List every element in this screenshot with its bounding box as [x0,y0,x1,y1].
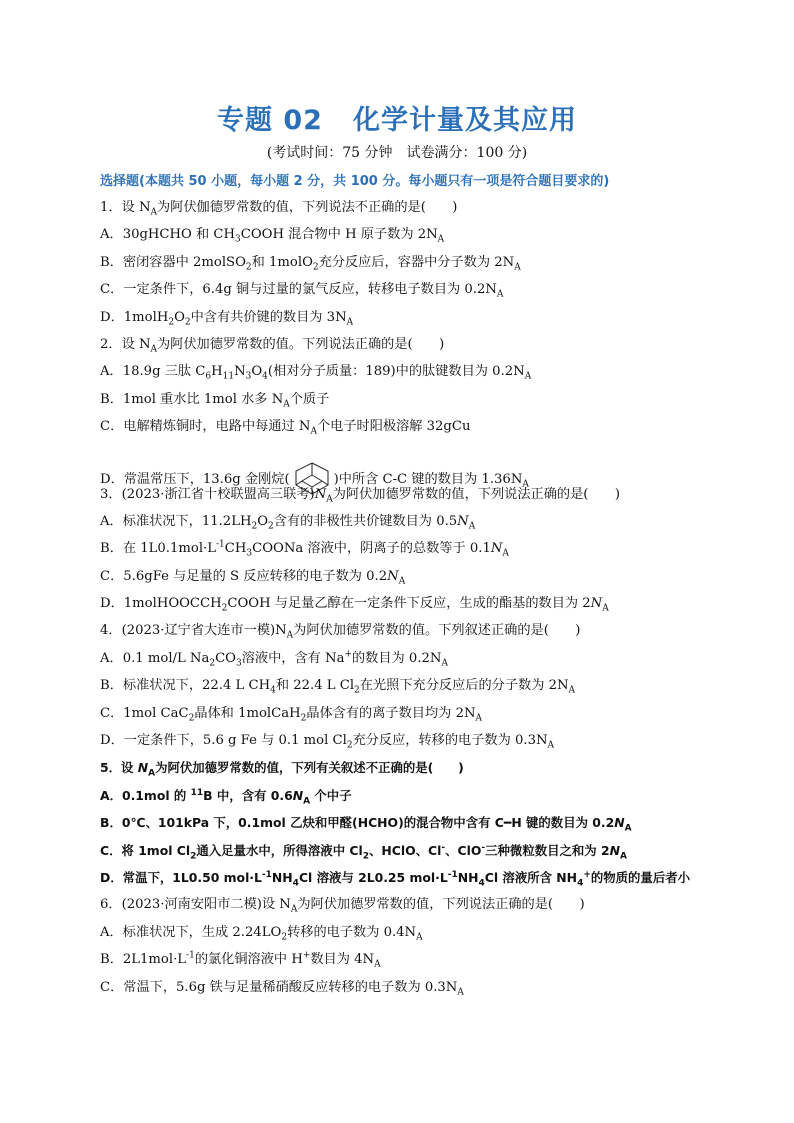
question-6-option-b: B．$2L1mol\cdot L^{-1}$的氯化铜溶液中 H+数目为 $4N_A$ [100,950,381,970]
question-5-option-c: C．将 1mol $Cl_2$通入足量水中，所得溶液中 $Cl_2$、HClO、Cl-、ClO-三种微粒数目之和为 $2N_A$ [100,842,627,862]
question-2-stem: 2．设 $N_A$为阿伏加德罗常数的值。下列说法正确的是( ) [100,336,445,355]
question-1-option-a: A．30gHCHO 和 $CH_3COOH$ 混合物中 H 原子数为 $2N_A$ [100,227,445,246]
question-2-option-d: D．常温常压下，13.6g 金刚烷( )中所含 C-C 键的数目为 $1.36N_A$ [100,445,740,485]
page-title [0,98,794,137]
question-1-option-b: B．密闭容器中 2molSO$_2$和 1molO$_2$充分反应后，容器中分子数为 $2N_A$ [100,254,521,273]
question-3-option-d: D．1molHOOCCH$_2$COOH 与足量乙醇在一定条件下反应，生成的酯基的数目为 $2N_A$ [100,596,609,614]
question-5-option-b: B．0℃、101kPa 下，0.1mol 乙炔和甲醛(HCHO)的混合物中含有 C━H 键的数目为 $0.2N_A$ [100,815,632,834]
question-4-option-b: B．标准状况下，22.4 L $CH_4$和 22.4 L $Cl_2$在光照下充分反应后的分子数为 $2N_A$ [100,678,576,696]
question-5-option-d: D．常温下，1L0.50 $mol\cdot L^{-1}NH_4Cl$ 溶液与 2L0.25 $mol\cdot L^{-1}NH_4Cl$ 溶液所含 $NH_4^+$的物质的量后者小 [100,869,690,889]
title-name: 化学计量及其应用 [352,105,577,136]
question-2-option-b: B．1mol 重水比 1mol 水多 $N_A$个质子 [100,391,330,410]
question-2-option-a: A．18.9g 三肽 $C_6H_{11}N_3O_4$(相对分子质量：189)中的肽键数目为 $0.2N_A$ [100,364,532,382]
question-3-option-c: C．5.6gFe 与足量的 S 反应转移的电子数为 $0.2N_A$ [100,568,406,587]
question-2-option-c: C．电解精炼铜时，电路中每通过 $N_A$个电子时阳极溶解 32gCu [100,419,471,437]
question-4-option-c: C．1mol CaC$_2$晶体和 1molCaH$_2$晶体含有的离子数目均为 $2N_A$ [100,705,482,724]
question-1-option-d: D．$1molH_2O_2$中含有共价键的数目为 $3N_A$ [100,309,354,328]
question-5-option-a: A．0.1mol 的 $^{11}$B 中，含有 $0.6N_A$ 个中子 [100,787,352,807]
exam-info: (考试时间：75 分钟 试卷满分：100 分) [266,145,528,161]
question-list [100,198,740,1005]
question-4-stem: 4．(2023·辽宁省大连市一模)$N_A$为阿伏加德罗常数的值。下列叙述正确的是( ) [100,623,581,642]
section-header: 选择题(本题共 50 小题，每小题 2 分，共 100 分。每小题只有一项是符合题目要求的) [100,174,610,189]
question-6-option-a: A．标准状况下，生成 $2.24LO_2$转移的电子数为 $0.4N_A$ [100,924,423,943]
question-6-stem: 6．(2023·河南安阳市二模)设 $N_A$为阿伏加德罗常数的值，下列说法正确的是( ) [100,897,585,916]
question-3-option-a: A．标准状况下，$11.2LH_2O_2$含有的非极性共价键数目为 $0.5N_A$ [100,513,476,532]
question-4-option-d: D．一定条件下，5.6 g Fe 与 0.1 mol $Cl_2$充分反应，转移的电子数为 $0.3N_A$ [100,733,555,751]
question-3-stem: 3．(2023·浙江省十校联盟高三联考)$N_A$为阿伏加德罗常数的值，下列说法正确的是( ) [100,486,620,505]
question-3-option-b: B．在 $1L0.1mol\cdot L^{-1}CH_3COONa$ 溶液中，阴离子的总数等于 $0.1N_A$ [100,539,509,559]
question-1-stem: 1．设 $N_A$为阿伏伽德罗常数的值，下列说法不正确的是( ) [100,200,458,218]
question-4-option-a: A．0.1 mol/L $Na_2CO_3$溶液中，含有 Na+的数目为 $0.2N_A$ [100,649,448,669]
title-topic: 专题 02 [217,105,323,136]
question-1-option-c: C．一定条件下，6.4g 铜与过量的氯气反应，转移电子数目为 $0.2N_A$ [100,282,504,300]
question-5-stem: 5．设 $N_A$为阿伏加德罗常数的值，下列有关叙述不正确的是( ) [100,760,464,779]
question-6-option-c: C．常温下，5.6g 铁与足量稀硝酸反应转移的电子数为 $0.3N_A$ [100,979,464,998]
